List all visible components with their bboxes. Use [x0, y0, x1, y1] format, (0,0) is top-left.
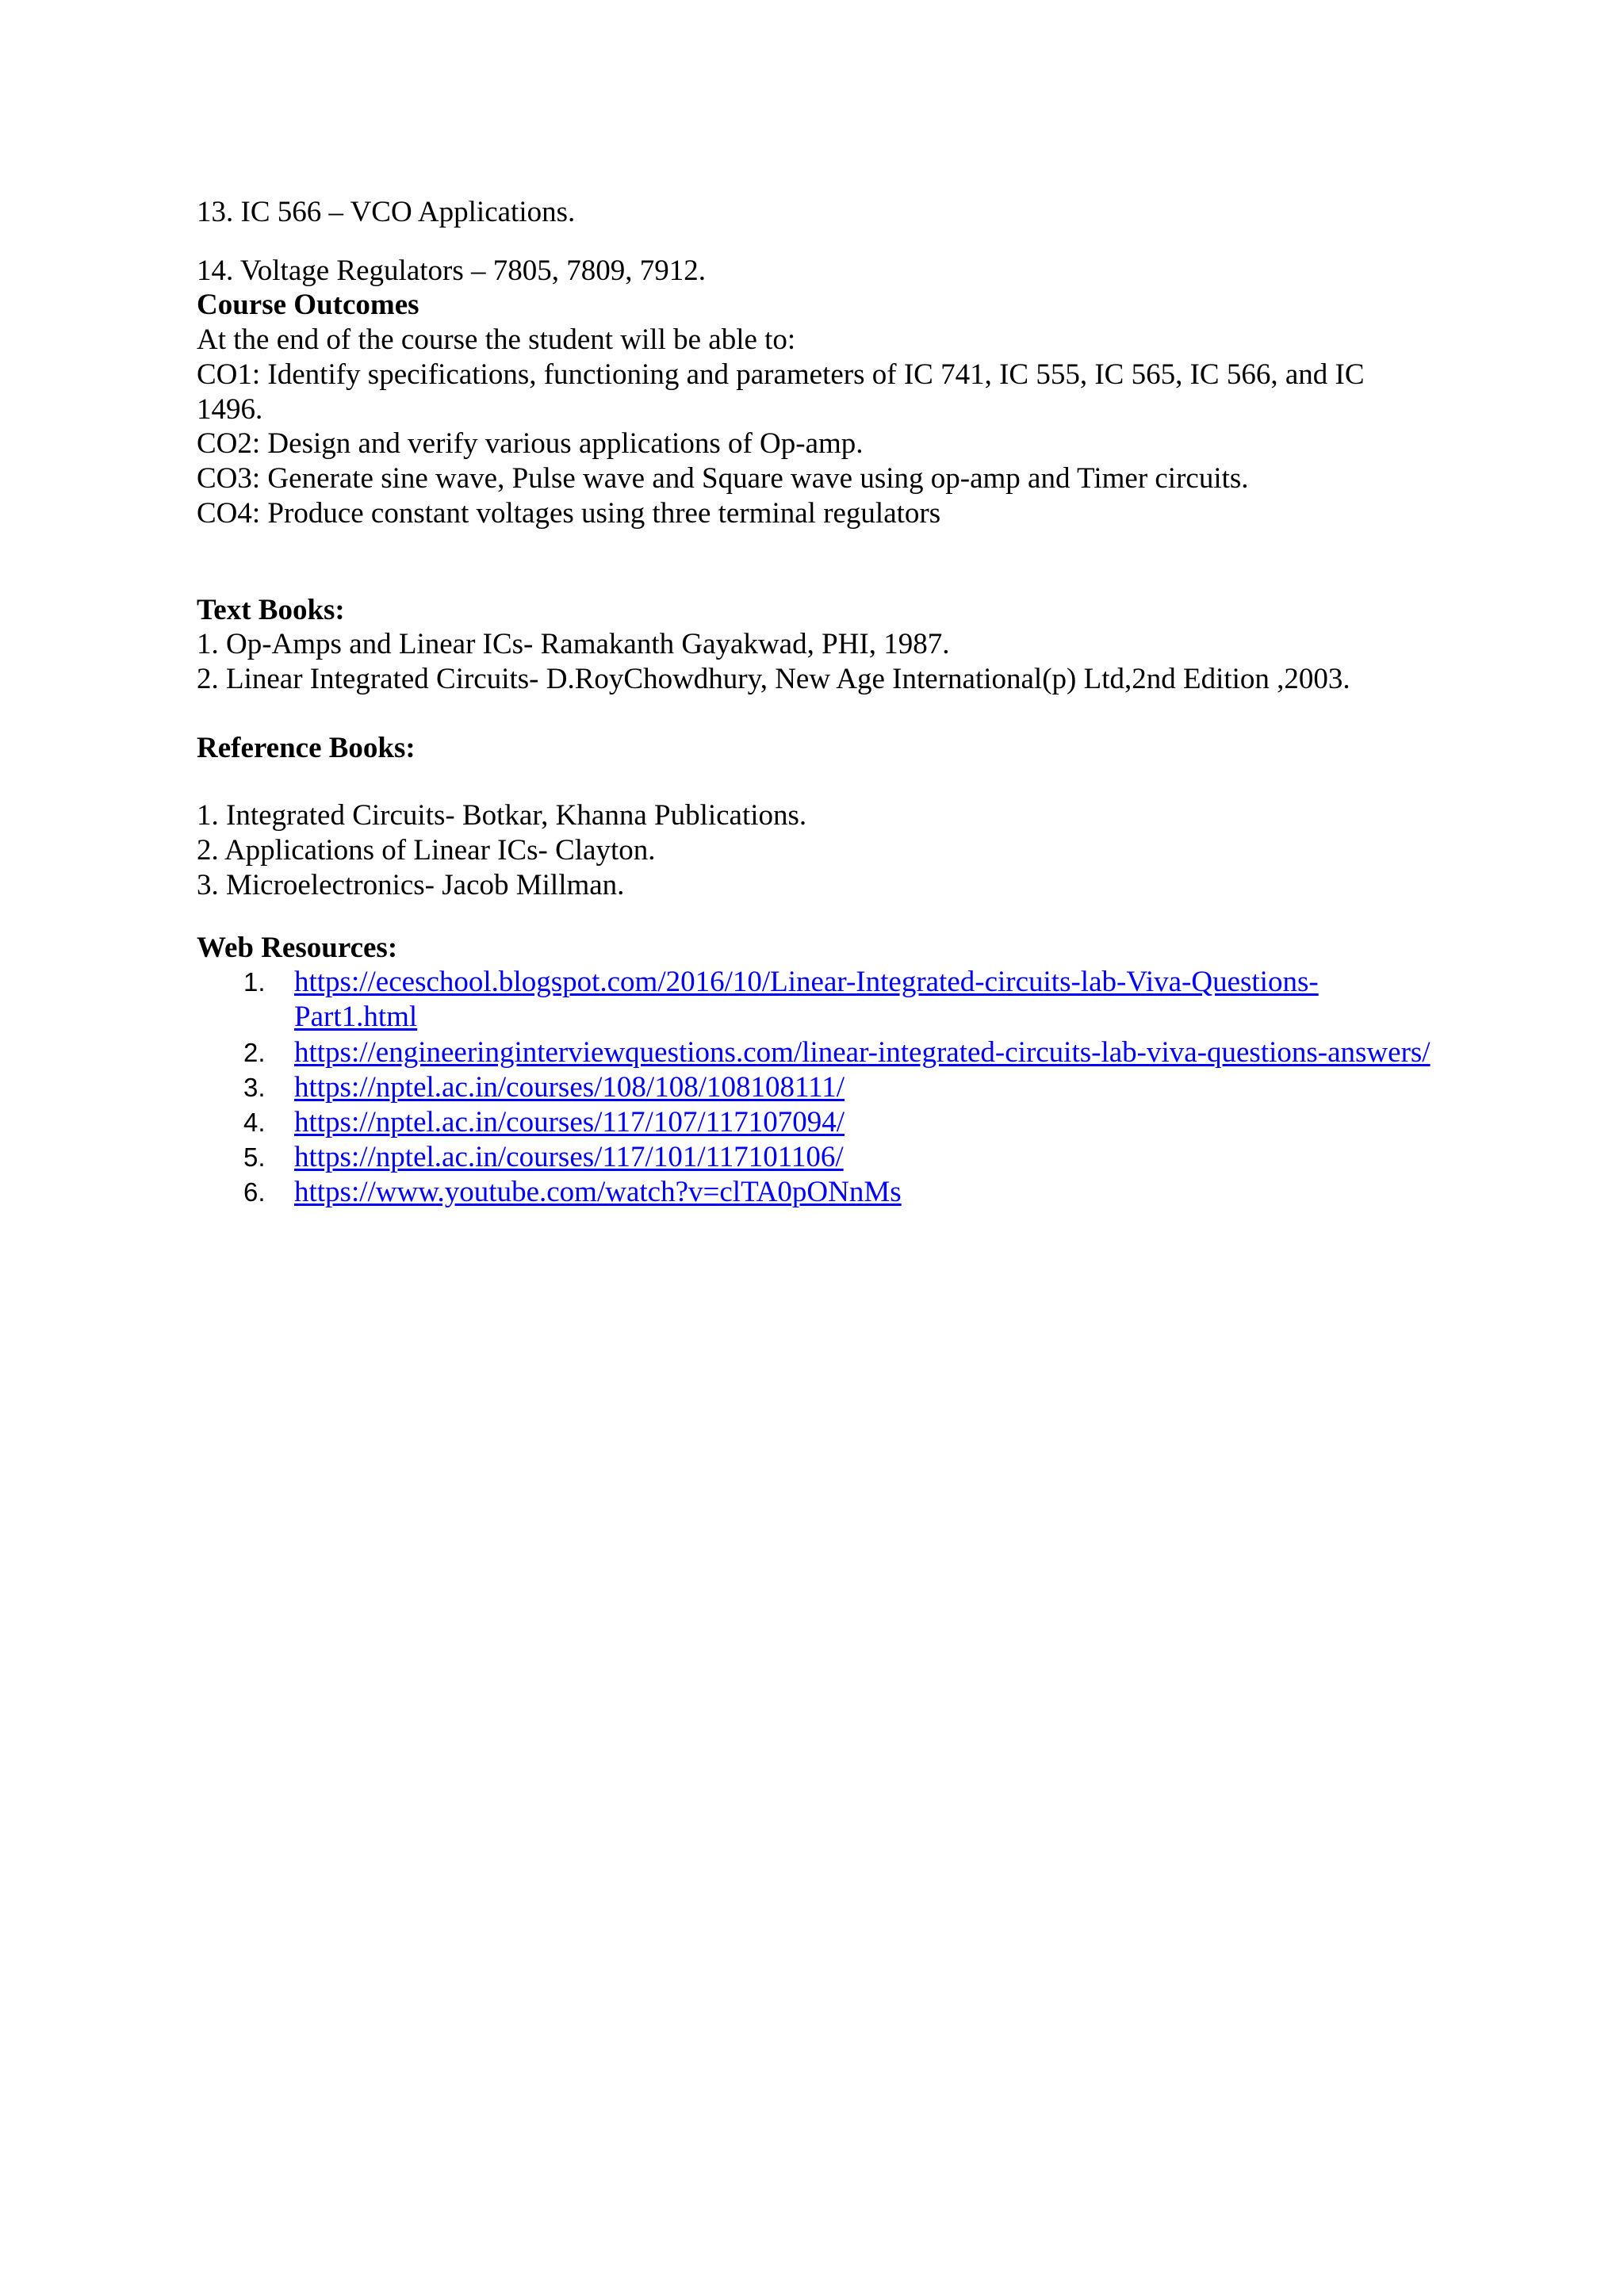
list-item-14: 14. Voltage Regulators – 7805, 7809, 7912. — [197, 254, 706, 287]
co3: CO3: Generate sine wave, Pulse wave and Square wave using op-amp and Timer circuits. — [197, 462, 1249, 495]
web-resource-link[interactable]: https://nptel.ac.in/courses/117/101/117101106/ — [294, 1141, 844, 1173]
co2: CO2: Design and verify various applications of Op-amp. — [197, 427, 864, 460]
course-outcomes-heading: Course Outcomes — [197, 289, 419, 321]
web-resource-link[interactable]: https://engineeringinterviewquestions.com/linear-integrated-circuits-lab-viva-questions-answers/ — [294, 1036, 1431, 1069]
web-resource-item — [243, 1105, 845, 1140]
web-resource-link[interactable]: https://eceschool.blogspot.com/2016/10/Linear-Integrated-circuits-lab-Viva-Questions- — [294, 966, 1319, 998]
web-resource-item — [243, 1175, 902, 1210]
web-resource-link[interactable]: Part1.html — [294, 1001, 418, 1033]
co1-line2: 1496. — [197, 393, 263, 426]
web-resource-number: 6. — [243, 1177, 266, 1207]
web-resource-number: 4. — [243, 1108, 266, 1137]
web-resources-heading: Web Resources: — [197, 932, 398, 964]
text-books-heading: Text Books: — [197, 594, 345, 626]
reference-book-item: 3. Microelectronics- Jacob Millman. — [197, 869, 625, 901]
web-resource-number: 3. — [243, 1073, 266, 1102]
web-resource-item — [243, 1070, 845, 1105]
list-item-13: 13. IC 566 – VCO Applications. — [197, 196, 576, 228]
co4: CO4: Produce constant voltages using three terminal regulators — [197, 497, 941, 530]
web-resource-link[interactable]: https://nptel.ac.in/courses/108/108/108108111/ — [294, 1071, 845, 1104]
text-book-item: 2. Linear Integrated Circuits- D.RoyChowdhury, New Age International(p) Ltd,2nd Edition ,2003. — [197, 663, 1350, 695]
course-outcomes-intro: At the end of the course the student will be able to: — [197, 323, 796, 356]
web-resource-number: 1. — [243, 967, 266, 997]
web-resource-item — [243, 1035, 1431, 1070]
web-resource-link-continuation — [294, 1000, 417, 1035]
web-resource-link[interactable]: https://www.youtube.com/watch?v=clTA0pONnMs — [294, 1176, 902, 1208]
reference-books-heading: Reference Books: — [197, 732, 416, 764]
reference-book-item: 1. Integrated Circuits- Botkar, Khanna Publications. — [197, 799, 807, 832]
web-resource-link[interactable]: https://nptel.ac.in/courses/117/107/117107094/ — [294, 1106, 845, 1138]
web-resource-item — [243, 1140, 844, 1175]
web-resource-number: 5. — [243, 1142, 266, 1172]
web-resource-number: 2. — [243, 1038, 266, 1067]
text-book-item: 1. Op-Amps and Linear ICs- Ramakanth Gayakwad, PHI, 1987. — [197, 628, 950, 660]
co1-line1: CO1: Identify specifications, functioning and parameters of IC 741, IC 555, IC 565, IC 566, and IC — [197, 358, 1365, 391]
web-resource-item — [243, 965, 1319, 1000]
reference-book-item: 2. Applications of Linear ICs- Clayton. — [197, 834, 656, 867]
